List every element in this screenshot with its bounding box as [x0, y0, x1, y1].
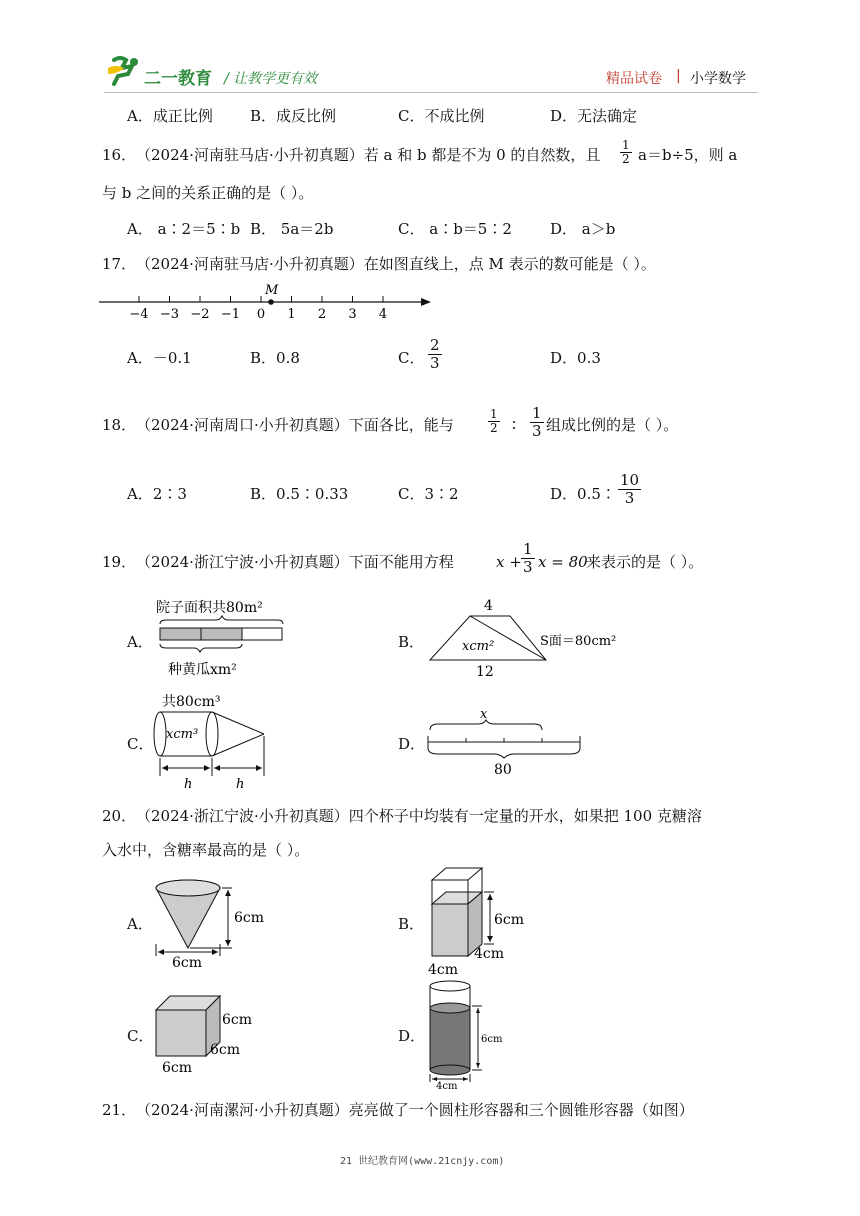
number-line-tick-label: 0	[256, 307, 266, 322]
cylinder-cone-figure	[152, 692, 282, 792]
fraction-half: $\frac{1}{2}$	[490, 407, 498, 435]
question-stem: （2024·浙江宁波·小升初真题）下面不能用方程	[136, 553, 454, 571]
trapezoid-area-label: S面＝80cm²	[540, 634, 617, 649]
prism-width-label: 4cm	[428, 962, 459, 978]
option-a-label: A．	[127, 633, 153, 651]
trapezoid-top-label: 4	[484, 598, 493, 614]
point-m	[268, 299, 274, 305]
equation-part2: x = 80	[538, 553, 588, 571]
equation-fraction: $\frac{1}{3}$	[523, 540, 533, 576]
option-d: D．0.5∶	[550, 485, 616, 503]
option-c-fraction: $\frac{2}{3}$	[430, 336, 440, 372]
question-stem: （2024·河南驻马店·小升初真题）在如图直线上，点 M 表示的数可能是（ ）。	[136, 255, 656, 273]
exam-tag: 精品试卷	[606, 71, 662, 87]
cone-diameter-label: 6cm	[172, 955, 203, 970]
question-number: 21．	[102, 1101, 137, 1119]
option-c-label: C．	[127, 735, 154, 753]
option-b-label: B．	[398, 633, 425, 651]
question-stem-cont: 组成比例的是（ ）。	[546, 416, 679, 434]
number-line-tick-label: −3	[159, 307, 180, 322]
number-line-tick-label: 1	[287, 307, 296, 322]
cone-cup-figure	[150, 874, 280, 970]
number-line-tick-label: 4	[378, 307, 388, 322]
trapezoid-bottom-label: 12	[476, 664, 494, 678]
question-stem-cont: 来表示的是（ ）。	[586, 553, 704, 571]
question-stem-line2: 与 b 之间的关系正确的是（ ）。	[102, 184, 314, 202]
option-b: B．0.8	[250, 349, 300, 367]
option-d: D．无法确定	[550, 107, 638, 125]
option-b: B． 5a＝2b	[250, 220, 334, 238]
prism-cup-figure	[424, 862, 544, 978]
option-a-label: A．	[127, 915, 153, 933]
cylinder-volume-label: xcm³	[166, 727, 199, 742]
cylinder-diameter-label: 4cm	[436, 1081, 458, 1090]
option-a: A．成正比例	[127, 107, 213, 125]
number-line-figure	[95, 280, 440, 322]
question-stem: （2024·河南驻马店·小升初真题）若 a 和 b 都是不为 0 的自然数，且	[136, 146, 601, 164]
question-number: 20．	[102, 807, 137, 825]
cylinder-height-label: h	[184, 777, 193, 792]
fraction-third: $\frac{1}{3}$	[532, 404, 542, 440]
cone-height-label: h	[236, 777, 245, 792]
option-c: C．不成比例	[398, 107, 485, 125]
bar-total-label: 院子面积共80m²	[156, 600, 263, 616]
cone-height-label: 6cm	[234, 910, 265, 926]
page-footer: 21 世纪教育网(www.21cnjy.com)	[340, 1156, 505, 1167]
number-line-tick-label: −4	[129, 307, 149, 322]
ratio-colon: ∶	[512, 416, 516, 434]
slogan: / 让教学更有效	[224, 71, 318, 87]
option-d-fraction: $\frac{10}{3}$	[620, 471, 640, 507]
option-c: C．3∶2	[398, 485, 459, 503]
number-line-tick-label: 2	[317, 307, 327, 322]
equation-part: x +	[496, 553, 522, 571]
header-separator: |	[676, 68, 681, 84]
question-stem-line2: 入水中，含糖率最高的是（ ）。	[102, 841, 310, 859]
option-d: D．0.3	[550, 349, 601, 367]
option-a: A．－0.1	[127, 349, 192, 367]
segment-part-label: x	[480, 707, 488, 722]
prism-depth-label: 4cm	[474, 946, 505, 962]
question-number: 19．	[102, 553, 137, 571]
cylinder-height-label: 6cm	[481, 1034, 503, 1045]
question-stem: （2024·河南周口·小升初真题）下面各比，能与	[136, 416, 454, 434]
fraction: $\frac{1}{2}$	[622, 138, 630, 166]
option-a: A．2∶3	[127, 485, 187, 503]
number-line-tick-label: 3	[348, 307, 357, 322]
option-c: C． a∶b＝5∶2	[398, 220, 512, 238]
option-b: B．0.5∶0.33	[250, 485, 349, 503]
option-d-label: D．	[398, 735, 426, 753]
question-number: 16．	[102, 146, 137, 164]
question-number: 17．	[102, 255, 137, 273]
prism-height-label: 6cm	[494, 912, 525, 928]
subject-label: 小学数学	[690, 71, 746, 87]
yard-bar-figure	[152, 596, 292, 682]
question-stem: （2024·浙江宁波·小升初真题）四个杯子中均装有一定量的开水，如果把 100 克糖溶	[136, 807, 702, 825]
number-line-tick-label: −2	[190, 307, 210, 322]
point-m-label: M	[265, 283, 279, 298]
question-stem-cont: a＝b÷5，则 a	[638, 146, 738, 164]
option-b-label: B．	[398, 915, 425, 933]
header-rule	[104, 92, 758, 93]
option-c: C．	[398, 349, 425, 367]
bar-part-label: 种黄瓜xm²	[168, 662, 237, 678]
cube-cup-figure	[152, 992, 272, 1076]
option-d: D． a＞b	[550, 220, 616, 238]
option-a: A． a∶2＝5∶b	[127, 220, 241, 238]
question-stem: （2024·河南漯河·小升初真题）亮亮做了一个圆柱形容器和三个圆锥形容器（如图）	[136, 1101, 694, 1119]
option-d-label: D．	[398, 1027, 426, 1045]
runner-logo-icon	[104, 54, 144, 88]
option-c-label: C．	[127, 1027, 154, 1045]
cube-height-label: 6cm	[222, 1012, 253, 1028]
logo-text: 二一教育	[144, 69, 212, 89]
option-b: B．成反比例	[250, 107, 337, 125]
segment-total-label: 80	[494, 762, 512, 776]
cube-depth-label: 6cm	[210, 1042, 241, 1058]
number-line-tick-label: −1	[220, 307, 241, 322]
cylinder-cup-figure	[424, 978, 514, 1090]
segment-figure	[424, 704, 588, 776]
cube-width-label: 6cm	[162, 1060, 193, 1076]
question-number: 18．	[102, 416, 137, 434]
solid-total-label: 共80cm³	[162, 694, 221, 710]
trapezoid-figure	[424, 596, 644, 678]
triangle-area-label: xcm²	[462, 639, 495, 654]
